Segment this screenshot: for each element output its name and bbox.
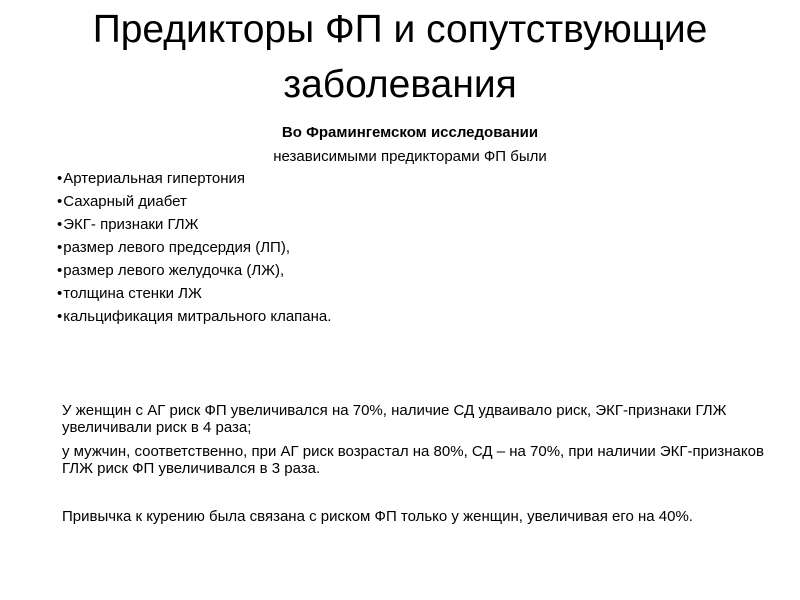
predictors-list (57, 169, 331, 330)
list-item: • толщина стенки ЛЖ (57, 284, 331, 307)
list-item: • кальцификация митрального клапана. (57, 307, 331, 330)
list-item: • размер левого желудочка (ЛЖ), (57, 261, 331, 284)
women-risk-paragraph: У женщин с АГ риск ФП увеличивался на 70%, наличие СД удваивало риск, ЭКГ-признаки ГЛЖ увеличивали риск в 4 раза; (62, 402, 727, 436)
slide-title: Предикторы ФП и сопутствующие заболевания (92, 8, 708, 106)
men-risk-paragraph: у мужчин, соответственно, при АГ риск возрастал на 80%, СД – на 70%, при наличии ЭКГ-признаков ГЛЖ риск ФП увеличивался в 3 раза. (62, 443, 764, 477)
intro-study-name: Во Фрамингемском исследовании (281, 124, 539, 141)
list-item: • размер левого предсердия (ЛП), (57, 238, 331, 261)
list-item: • Сахарный диабет (57, 192, 331, 215)
list-item: • ЭКГ- признаки ГЛЖ (57, 215, 331, 238)
list-item: • Артериальная гипертония (57, 169, 331, 192)
intro-predictors-caption: независимыми предикторами ФП были (273, 148, 547, 165)
smoking-paragraph: Привычка к курению была связана с риском ФП только у женщин, увеличивая его на 40%. (62, 508, 693, 525)
